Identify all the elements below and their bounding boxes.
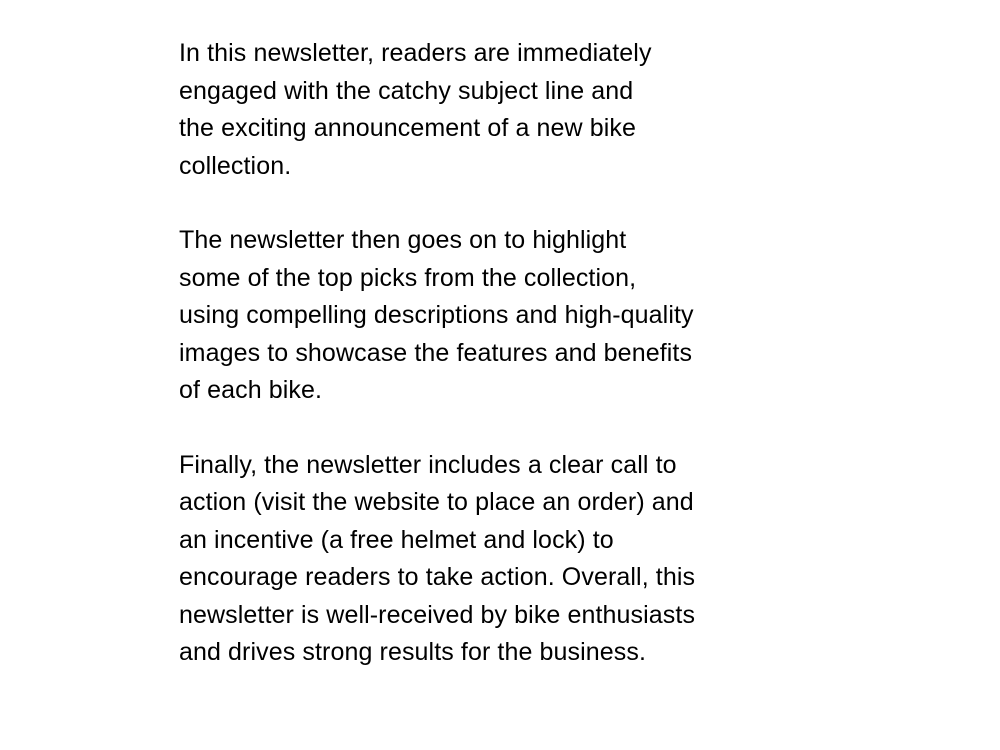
text-line: The newsletter then goes on to highlight — [179, 226, 627, 254]
text-line: of each bike. — [179, 376, 323, 404]
text-line: using compelling descriptions and high-quality — [179, 301, 694, 329]
text-line: images to showcase the features and benefits — [179, 338, 693, 367]
text-line: encourage readers to take action. Overall, this — [179, 563, 696, 591]
paragraph-3 — [179, 447, 779, 672]
text-line: the exciting announcement of a new bike — [179, 114, 636, 142]
text-line: collection. — [179, 151, 292, 180]
text-line: Finally, the newsletter includes a clear call to — [179, 450, 677, 479]
text-line: an incentive (a free helmet and lock) to — [179, 525, 614, 554]
paragraph-2 — [179, 222, 779, 410]
document-body — [179, 35, 779, 709]
paragraph-1 — [179, 35, 779, 185]
text-line: engaged with the catchy subject line and — [179, 76, 634, 105]
text-line: some of the top picks from the collection, — [179, 263, 637, 292]
text-line: and drives strong results for the business. — [179, 638, 647, 666]
text-line: newsletter is well-received by bike enthusiasts — [179, 600, 696, 629]
text-line: action (visit the website to place an order) and — [179, 488, 694, 516]
text-line: In this newsletter, readers are immediately — [179, 39, 652, 67]
